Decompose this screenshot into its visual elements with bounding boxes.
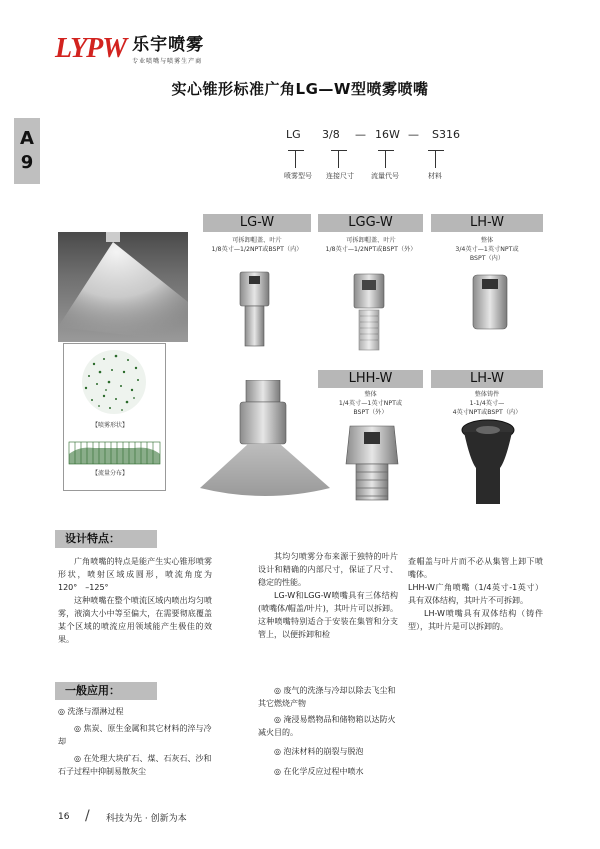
- spray-shape-label: 【喷雾形状】: [92, 422, 129, 429]
- lh-w-cast-nozzle-photo: [458, 418, 518, 510]
- code-label-flow: 流量代号: [371, 172, 399, 180]
- lgg-w-nozzle-photo: [348, 272, 390, 354]
- application-item: ◎ 焦炭、原生金属和其它材料的淬与冷却: [58, 724, 212, 746]
- product-header-lgg-w: LGG-W: [318, 214, 423, 232]
- code-label-size: 连接尺寸: [326, 172, 354, 180]
- product-desc-lh-w: 整体 3/4英寸—1英寸NPT或 BSPT（内）: [455, 237, 519, 262]
- logo-slogan: 专业喷嘴与喷雾生产商: [132, 58, 203, 65]
- code-label-type: 喷雾型号: [284, 172, 312, 180]
- logo-mark: LYPW: [55, 33, 127, 64]
- code-part-size: 3/8: [322, 128, 340, 141]
- product-desc-lg-w: 可拆卸帽盖、叶片 1/8英寸—1/2NPT或BSPT（内）: [211, 237, 303, 253]
- application-item: ◎ 在化学反应过程中喷水: [274, 767, 364, 776]
- page-number: 16: [58, 812, 70, 822]
- lh-w-nozzle-photo: [470, 273, 510, 333]
- product-header-lg-w: LG-W: [203, 214, 311, 232]
- features-column-3: 查帽盖与叶片而不必从集管上卸下喷嘴体。 LHH-W广角喷嘴（1/4英寸-1英寸）具有双体结构，其叶片不可拆卸。 LH-W喷嘴具有双体结构（铸件型），其叶片是可以拆卸的。: [408, 557, 543, 631]
- product-header-lh-w: LH-W: [431, 214, 543, 232]
- application-item: ◎ 泡沫材料的崩裂与脱泡: [274, 747, 364, 756]
- logo-company-name: 乐宇喷雾: [132, 35, 205, 55]
- application-item: ◎ 洗涤与漂淋过程: [58, 707, 124, 716]
- section-tab-letter: A: [20, 128, 34, 149]
- code-part-dash: —: [408, 128, 419, 141]
- section-tab-number: 9: [20, 152, 34, 173]
- page-title: 实心锥形标准广角LG—W型喷雾喷嘴: [171, 80, 429, 98]
- section-heading-applications: 一般应用：: [55, 682, 157, 700]
- code-label-material: 材料: [428, 172, 442, 180]
- footer-divider: /: [85, 808, 90, 824]
- code-bracket: [428, 150, 444, 168]
- flow-distribution-label: 【流量分布】: [92, 470, 129, 477]
- code-part-flow: 16W: [375, 128, 400, 141]
- code-bracket: [331, 150, 347, 168]
- application-item: ◎ 废气的洗涤与冷却以除去飞尘和其它燃烧产物: [258, 686, 396, 708]
- product-header-lh-w-cast: LH-W: [431, 370, 543, 388]
- section-heading-features: 设计特点：: [55, 530, 157, 548]
- spray-photo: [58, 232, 188, 342]
- product-desc-lgg-w: 可拆卸帽盖、叶片 1/8英寸—1/2NPT或BSPT（外）: [325, 237, 417, 253]
- product-desc-lhh-w: 整体 1/4英寸—1英寸NPT或 BSPT（外）: [338, 391, 403, 416]
- company-logo: [55, 35, 204, 65]
- features-column-2: 其均匀喷雾分布来源于独特的叶片设计和精确的内部尺寸，保证了尺寸、稳定的性能。 LG-W和LGG-W喷嘴具有三体结构(喷嘴体/帽盖/叶片)，其叶片可以拆卸。这种喷嘴特别适合于安装在集管和分支管上，以便拆卸和检: [258, 552, 398, 639]
- code-bracket: [288, 150, 304, 168]
- features-column-1: 广角喷嘴的特点是能产生实心锥形喷雾形状，喷射区域成圆形，喷流角度为120° –125° 这种喷嘴在整个喷流区域内喷出均匀喷雾，液滴大小中等至偏大，在需要彻底覆盖某个区域的喷流应用领域能产生极佳的效果。: [58, 557, 212, 644]
- code-bracket: [378, 150, 394, 168]
- lg-w-nozzle-photo: [232, 270, 277, 352]
- code-part-type: LG: [286, 128, 301, 141]
- section-tab: [14, 118, 40, 184]
- footer-slogan: 科技为先 · 创新为本: [106, 814, 187, 824]
- application-item: ◎ 淹浸易燃物品和储物箱以达防火减火目的。: [258, 715, 396, 737]
- product-header-lhh-w: LHH-W: [318, 370, 423, 388]
- application-item: ◎ 在处理大块矿石、煤、石灰石、沙和石子过程中抑制易散灰尘: [58, 754, 212, 776]
- lg-w-assembly-photo: [200, 380, 330, 500]
- product-desc-lh-w-cast: 整体铸件 1-1/4英寸— 4英寸NPT或BSPT（内）: [452, 391, 522, 416]
- code-part-material: S316: [432, 128, 460, 141]
- lhh-w-nozzle-photo: [344, 424, 400, 504]
- code-part-dash: —: [355, 128, 366, 141]
